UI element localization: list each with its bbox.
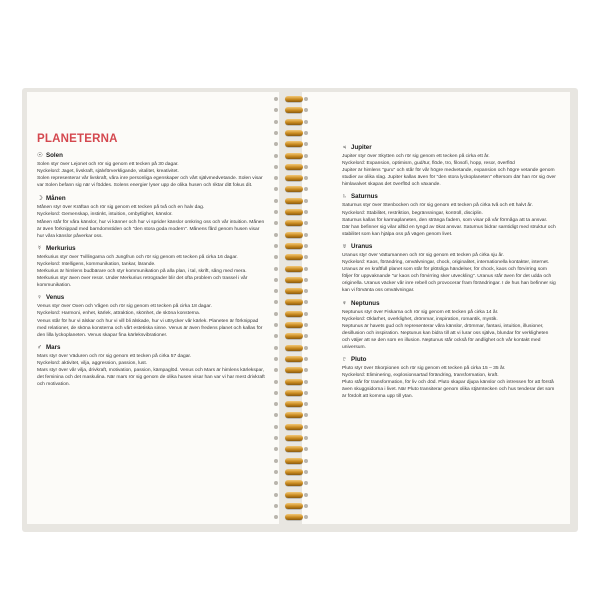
pluto-symbol-icon: ♇ bbox=[342, 356, 347, 364]
planet-section bbox=[342, 356, 556, 400]
planet-section bbox=[342, 144, 556, 188]
spiral-ring bbox=[285, 322, 303, 328]
planet-description: Månen styr över Kräftan och rör sig genom ett tecken på två och en halv dag. bbox=[37, 205, 205, 211]
spiral-ring bbox=[285, 435, 303, 441]
binding-hole bbox=[304, 199, 308, 203]
jupiter-symbol-icon: ♃ bbox=[342, 144, 347, 151]
planet-description: Neptunus är havets gud och representerar våra känslor, drömmar, fantasi, intuition, illusioner, desillusion och inspiration. Neptunus kan bidra till att vi lurar oss själva, blundar för verkligheten och väljer att se den som en illusion. Neptunus står också för andlighet och vår kontakt med universum. bbox=[342, 323, 549, 350]
planet-description: Uranus är en kraftfull planet som står för plötsliga händelser, för chock, kaos och förvirring som följer för uppvaknande "ur kaos och förvirring sker utveckling". Uranus står även för det udda och originella. Uranus väcker vår inre rebell och provocerar fram förändringar. I de hus han befinner sig kan vi förvänta oss omvälvningar. bbox=[342, 267, 556, 294]
spiral-ring bbox=[285, 153, 303, 159]
planet-description: Neptunus styr över Fiskarna och rör sig genom ett tecken på cirka 14 år. bbox=[342, 309, 499, 315]
planet-section bbox=[342, 243, 556, 295]
saturn-symbol-icon: ♄ bbox=[342, 193, 347, 201]
planet-description: Saturnus styr över Stenbocken och rör sig genom ett tecken på cirka två och ett halvt år. bbox=[342, 203, 533, 209]
planet-heading bbox=[37, 151, 267, 159]
spiral-ring bbox=[285, 277, 303, 283]
planet-description: Venus styr över Oxen och Vågen och rör sig genom ett tecken på cirka 18 dagar. bbox=[37, 304, 212, 310]
planet-description: Nyckelord: Harmoni, enhet, kärlek, attraktion, skönhet, de sköna konsterna. bbox=[37, 311, 201, 317]
binding-hole bbox=[274, 346, 278, 350]
spiral-ring bbox=[285, 96, 303, 102]
planet-heading bbox=[342, 356, 556, 363]
planet-heading bbox=[342, 193, 556, 200]
spiral-ring bbox=[285, 164, 303, 170]
binding-hole bbox=[274, 391, 278, 395]
spiral-ring bbox=[285, 367, 303, 373]
planet-description: Uranus styr över Vattumannen och rör sig genom ett tecken på cirka sju år. bbox=[342, 252, 504, 258]
planet-section bbox=[342, 300, 556, 352]
planet-name: Månen bbox=[46, 194, 66, 202]
spiral-ring bbox=[285, 446, 303, 452]
binding-hole bbox=[304, 380, 308, 384]
binding-hole bbox=[274, 131, 278, 135]
planet-description: Pluto står för transformation, för liv och död. Pluto skapar djupa känslor och intressen för att förstå även skuggsidorna i livet. När Pluto transiterar genom olika stjärntecken och hus tenderar det som är fördolt att komma upp till ytan. bbox=[342, 380, 555, 400]
spiral-ring bbox=[285, 401, 303, 407]
binding-hole bbox=[304, 233, 308, 237]
binding-hole bbox=[274, 233, 278, 237]
binding-hole bbox=[304, 154, 308, 158]
planet-section bbox=[342, 193, 556, 237]
uranus-symbol-icon: ♅ bbox=[342, 242, 347, 250]
spiral-ring bbox=[285, 288, 303, 294]
planet-description: Pluto styr över Skorpionen och rör sig genom ett tecken på cirka 15 – 35 år. bbox=[342, 366, 506, 372]
planet-description: Jupiter är himlens "guru" och står för vår högre medvetande, expansion och högre vetande genom studier av olika slag. Jupiter kallas även för "den stora lyckoplaneten" eftersom där han rör sig över himlavalvet skapas det överflöd och växande. bbox=[342, 168, 556, 188]
binding-hole bbox=[274, 493, 278, 497]
spiral-ring bbox=[285, 141, 303, 147]
binding-hole bbox=[274, 199, 278, 203]
binding-hole bbox=[304, 165, 308, 169]
planet-heading bbox=[37, 245, 267, 252]
left-page bbox=[27, 92, 279, 524]
planet-description: Nyckelord: Oklarhet, overklighet, drömmar, inspiration, romantik, mystik. bbox=[342, 316, 498, 322]
binding-hole bbox=[304, 436, 308, 440]
binding-hole bbox=[274, 165, 278, 169]
planet-description: Saturnus kallas för karmaplaneten, den stränga fadern, som visar på vår förmåga att ta ansvar. Där han befinner sig vilar alltid en tyngd av ökat ansvar. Saturnus bidrar samtidigt med struktur och stabilitet som kan hjälpa oss på vägen genom livet. bbox=[342, 217, 556, 237]
binding-hole bbox=[304, 470, 308, 474]
binding-hole bbox=[274, 312, 278, 316]
binding-hole bbox=[304, 312, 308, 316]
binding-hole bbox=[274, 323, 278, 327]
binding-hole bbox=[274, 210, 278, 214]
spiral-ring bbox=[285, 333, 303, 339]
spiral-ring bbox=[285, 514, 303, 520]
planet-name: Merkurius bbox=[46, 244, 76, 252]
binding-hole bbox=[304, 391, 308, 395]
planet-description: Solen styr över Lejonet och rör sig genom ett tecken på 30 dagar. bbox=[37, 162, 179, 167]
binding-hole bbox=[274, 278, 278, 282]
planet-description: Mars styr över vår vilja, drivkraft, motivation, passion, kämpaglöd. Venus och Mars är himlens kärlekspar, det feminina och det maskulina. När mars rör sig genom de olika husen visar han var vi har mest drivkraft och motivation. bbox=[37, 367, 265, 388]
binding-hole bbox=[304, 267, 308, 271]
spiral-ring bbox=[285, 345, 303, 351]
binding-hole bbox=[274, 154, 278, 158]
binding-hole bbox=[304, 425, 308, 429]
planet-name: Uranus bbox=[351, 242, 373, 250]
page-title: PLANETERNA bbox=[37, 133, 118, 145]
planet-description: Nyckelord: Eliminering, explosionsartad förändring, transformation, kraft. bbox=[342, 373, 499, 379]
spiral-ring bbox=[285, 424, 303, 430]
spiral-ring bbox=[285, 503, 303, 509]
spiral-ring bbox=[285, 254, 303, 260]
spiral-ring bbox=[285, 243, 303, 249]
planet-heading bbox=[342, 300, 556, 307]
planet-description: Månen står för våra känslor, hur vi känner och hur vi sprider känslor omkring oss och vår intuition. Månen är även förknippad med barndomstiden och "den stora goda modern". Månens fård genom husen visar hur våra känslor påverkar oss. bbox=[37, 219, 265, 239]
left-planet-list bbox=[37, 151, 267, 388]
binding-hole bbox=[274, 120, 278, 124]
binding-hole bbox=[304, 244, 308, 248]
right-page bbox=[302, 92, 570, 524]
planet-description: Nyckelord: aktivitet, vilja, aggression, passion, lust. bbox=[37, 360, 148, 366]
spiral-ring bbox=[285, 198, 303, 204]
planet-heading bbox=[342, 243, 556, 250]
planet-section bbox=[37, 194, 267, 239]
spiral-ring bbox=[285, 119, 303, 125]
binding-hole bbox=[304, 357, 308, 361]
binding-hole bbox=[274, 380, 278, 384]
binding-hole bbox=[304, 278, 308, 282]
planet-name: Venus bbox=[46, 294, 65, 302]
planet-name: Pluto bbox=[351, 356, 367, 364]
mars-symbol-icon: ♂ bbox=[37, 343, 42, 351]
binding-hole bbox=[274, 97, 278, 101]
sun-symbol-icon: ☉ bbox=[37, 152, 43, 159]
spiral-ring bbox=[285, 186, 303, 192]
moon-symbol-icon: ☽ bbox=[37, 195, 43, 203]
planet-heading bbox=[37, 344, 267, 351]
right-planet-list bbox=[342, 144, 556, 401]
spiral-ring bbox=[285, 232, 303, 238]
spiral-ring bbox=[285, 356, 303, 362]
planet-section bbox=[37, 245, 267, 289]
planet-description: Solen representerar vår livskraft, våra inre personliga egenskaper och vårt självmedvetande. Solen visar var Solen befann sig när vi föddes. Solens energier lyser upp de olika husen och riktar ditt fokus dit. bbox=[37, 176, 263, 189]
spiral-ring bbox=[285, 492, 303, 498]
binding-hole bbox=[304, 504, 308, 508]
mercury-symbol-icon: ☿ bbox=[37, 244, 42, 252]
planet-description: Merkurius styr över Tvillingarna och Jungfrun och rör sig genom ett tecken på cirka 16 dagar. bbox=[37, 254, 238, 260]
binding-hole bbox=[304, 120, 308, 124]
planet-description: Nyckelord: Kaos, förändring, omvälvningar, chock, originalitet, internationella kontakter, internet. bbox=[342, 260, 550, 266]
planet-heading bbox=[37, 194, 267, 202]
binding-hole bbox=[304, 210, 308, 214]
planet-description: Nyckelord: Stabilitet, restriktion, begränsningar, kontroll, disciplin. bbox=[342, 210, 483, 216]
planet-description: Mars styr över Väduren och rör sig genom ett tecken på cirka 57 dagar. bbox=[37, 353, 192, 359]
planet-description: Nyckelord: Expansion, optimism, gud/tur, flöde, tro, filosofi, hopp, resor, överflöd bbox=[342, 161, 515, 167]
planet-name: Solen bbox=[46, 151, 63, 159]
planet-name: Jupiter bbox=[351, 144, 372, 151]
planet-heading bbox=[37, 294, 267, 301]
binding-hole bbox=[274, 436, 278, 440]
spiral-ring bbox=[285, 209, 303, 215]
binding-hole bbox=[274, 504, 278, 508]
planet-description: Venus står för hur vi älskar och hur vi vill bli älskade, hur vi uttrycker vår kärlek. Planeten är förknippad med relationer, de sköna konsterna och vårt estetiska sinne. Venus är även fredens planet och kallas för den lilla lyckoplaneten. Venus skapar fina kärleksvibrationer. bbox=[37, 318, 263, 338]
binding-hole bbox=[304, 346, 308, 350]
planet-description: Nyckelord: Jaget, livskraft, självförverkligande, vitalitet, kreativitet. bbox=[37, 169, 179, 175]
spiral-ring bbox=[285, 412, 303, 418]
spiral-ring bbox=[285, 379, 303, 385]
binding-hole bbox=[274, 459, 278, 463]
binding-hole bbox=[304, 493, 308, 497]
planet-description: Nyckelord: Intelligens, kommunikation, tankar, lärande. bbox=[37, 261, 156, 267]
binding-hole bbox=[304, 459, 308, 463]
neptune-symbol-icon: ♆ bbox=[342, 299, 347, 307]
spiral-ring bbox=[285, 220, 303, 226]
spiral-ring bbox=[285, 107, 303, 113]
planet-section bbox=[37, 344, 267, 388]
planet-description: Merkurius är himlens budbärare och styr kommunikation på alla plan, i tal, skrift, sång med mera. Merkurius styr även över resor. Under Merkurius retrograder blir det ofta problem och trassel i vår kommunikation. bbox=[37, 269, 248, 289]
spiral-ring bbox=[285, 458, 303, 464]
planet-section bbox=[37, 294, 267, 338]
spiral-ring bbox=[285, 175, 303, 181]
binding-hole bbox=[274, 267, 278, 271]
binding-hole bbox=[274, 244, 278, 248]
spiral-ring bbox=[285, 469, 303, 475]
spiral-ring bbox=[285, 480, 303, 486]
planet-name: Saturnus bbox=[351, 193, 378, 201]
planet-description: Jupiter styr över Skytten och rör sig genom ett tecken på cirka ett år. bbox=[342, 154, 490, 159]
planet-section bbox=[37, 151, 267, 189]
spiral-ring bbox=[285, 266, 303, 272]
planet-heading bbox=[342, 144, 556, 151]
binding-hole bbox=[274, 357, 278, 361]
binding-hole bbox=[304, 323, 308, 327]
binding-hole bbox=[304, 131, 308, 135]
venus-symbol-icon: ♀ bbox=[37, 294, 42, 302]
planet-description: Nyckelord: Gemenskap, instinkt, intuition, ombytlighet, känslor. bbox=[37, 212, 173, 218]
spiral-ring bbox=[285, 299, 303, 305]
spiral-ring bbox=[285, 311, 303, 317]
planet-name: Mars bbox=[46, 343, 61, 351]
spiral-ring bbox=[285, 130, 303, 136]
spiral-ring bbox=[285, 390, 303, 396]
binding-hole bbox=[304, 97, 308, 101]
spiral-binding bbox=[283, 94, 305, 524]
planet-name: Neptunus bbox=[351, 299, 380, 307]
binding-hole bbox=[274, 425, 278, 429]
binding-hole bbox=[274, 470, 278, 474]
